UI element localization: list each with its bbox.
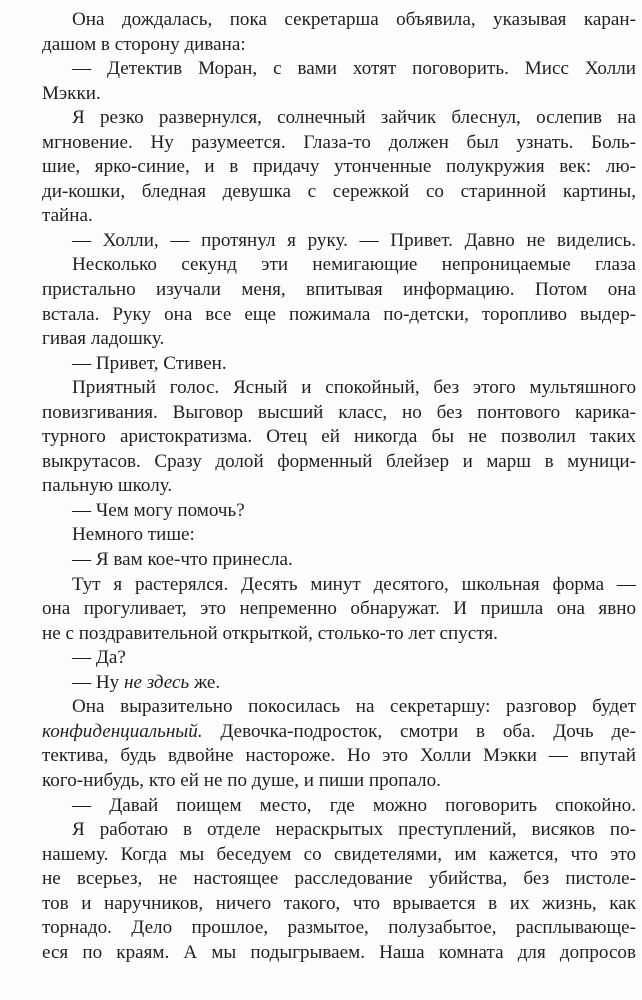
text-line: Приятный голос. Ясный и спокойный, без этого мультяшного xyxy=(72,377,636,399)
text-line: Я резко развернулся, солнечный зайчик блеснул, ослепив на xyxy=(72,107,636,129)
text-line: турного аристократизма. Отец ей никогда бы не позволил таких xyxy=(42,426,636,448)
text-line: еся по краям. А мы подыгрываем. Наша комната для допросов xyxy=(42,941,636,963)
text-line: не с поздравительной открыткой, столько-то лет спустя. xyxy=(42,622,498,644)
text-line: — Привет, Стивен. xyxy=(72,352,227,374)
text-line: Тут я растерялся. Десять минут десятого, школьная форма — xyxy=(72,573,636,595)
text-line: она прогуливает, это непременно обнаружат. И пришла она явно xyxy=(42,598,636,620)
text-line: — Чем могу помочь? xyxy=(72,499,245,521)
text-line: пальную школу. xyxy=(42,475,173,497)
text-line: выкрутасов. Сразу долой форменный блейзер и марш в муници- xyxy=(42,450,636,472)
text-line: гивая ладошку. xyxy=(42,328,165,350)
text-line: шие, ярко-синие, и в придачу утонченные полукружия век: лю- xyxy=(42,156,636,178)
text-line: Немного тише: xyxy=(72,524,195,546)
text-line: мгновение. Ну разумеется. Глаза-то должен был узнать. Боль- xyxy=(42,131,636,153)
text-line: — Детектив Моран, с вами хотят поговорить. Мисс Холли xyxy=(72,58,636,80)
text-line: ди-кошки, бледная девушка с сережкой со старинной картины, xyxy=(42,180,636,202)
text-line-segment: же. xyxy=(189,671,221,693)
text-line: пристально изучали меня, впитывая информацию. Потом она xyxy=(42,279,636,301)
text-line: Мэкки. xyxy=(42,82,101,104)
italic-emphasis: конфиденциальный. xyxy=(42,720,203,742)
text-line: Я работаю в отделе нераскрытых преступлений, висяков по- xyxy=(72,819,636,841)
text-line: — Я вам кое-что принесла. xyxy=(72,549,293,571)
text-line-segment: — Ну xyxy=(72,671,124,693)
text-line: нашему. Когда мы беседуем со свидетелями, им кажется, что это xyxy=(42,843,636,865)
text-line xyxy=(42,671,636,696)
text-line: тайна. xyxy=(42,205,93,227)
text-line: тектива, будь вдвойне настороже. Но это Холли Мэкки — впутай xyxy=(42,745,636,767)
text-line: не всерьез, не настоящее расследование убийства, без пистоле- xyxy=(42,868,636,890)
text-line: кого-нибудь, кто ей не по душе, и пиши пропало. xyxy=(42,769,441,791)
text-line: торнадо. Дело прошлое, размытое, полузабытое, расплывающе- xyxy=(42,917,636,939)
italic-emphasis: не здесь xyxy=(123,671,190,693)
page-text xyxy=(42,8,636,965)
text-line: Несколько секунд эти немигающие непроницаемые глаза xyxy=(72,254,636,276)
text-line: Она выразительно покосилась на секретаршу: разговор будет xyxy=(72,696,636,718)
text-line: тов и наручников, ничего такого, что врывается в их жизнь, как xyxy=(42,892,636,914)
text-line-segment: Девочка-подросток, смотри в оба. Дочь де- xyxy=(202,720,636,742)
text-line: Она дождалась, пока секретарша объявила, указывая каран- xyxy=(72,9,636,30)
text-line xyxy=(42,720,636,745)
text-line: дашом в сторону дивана: xyxy=(42,33,246,55)
text-line: — Холли, — протянул я руку. — Привет. Давно не виделись. xyxy=(72,229,636,251)
text-line: — Давай поищем место, где можно поговорить спокойно. xyxy=(72,794,636,816)
text-line: — Да? xyxy=(72,647,126,669)
text-line: повизгивания. Выговор высший класс, но без понтового карика- xyxy=(42,401,636,423)
text-line: встала. Руку она все еще пожимала по-детски, торопливо выдер- xyxy=(42,303,636,325)
